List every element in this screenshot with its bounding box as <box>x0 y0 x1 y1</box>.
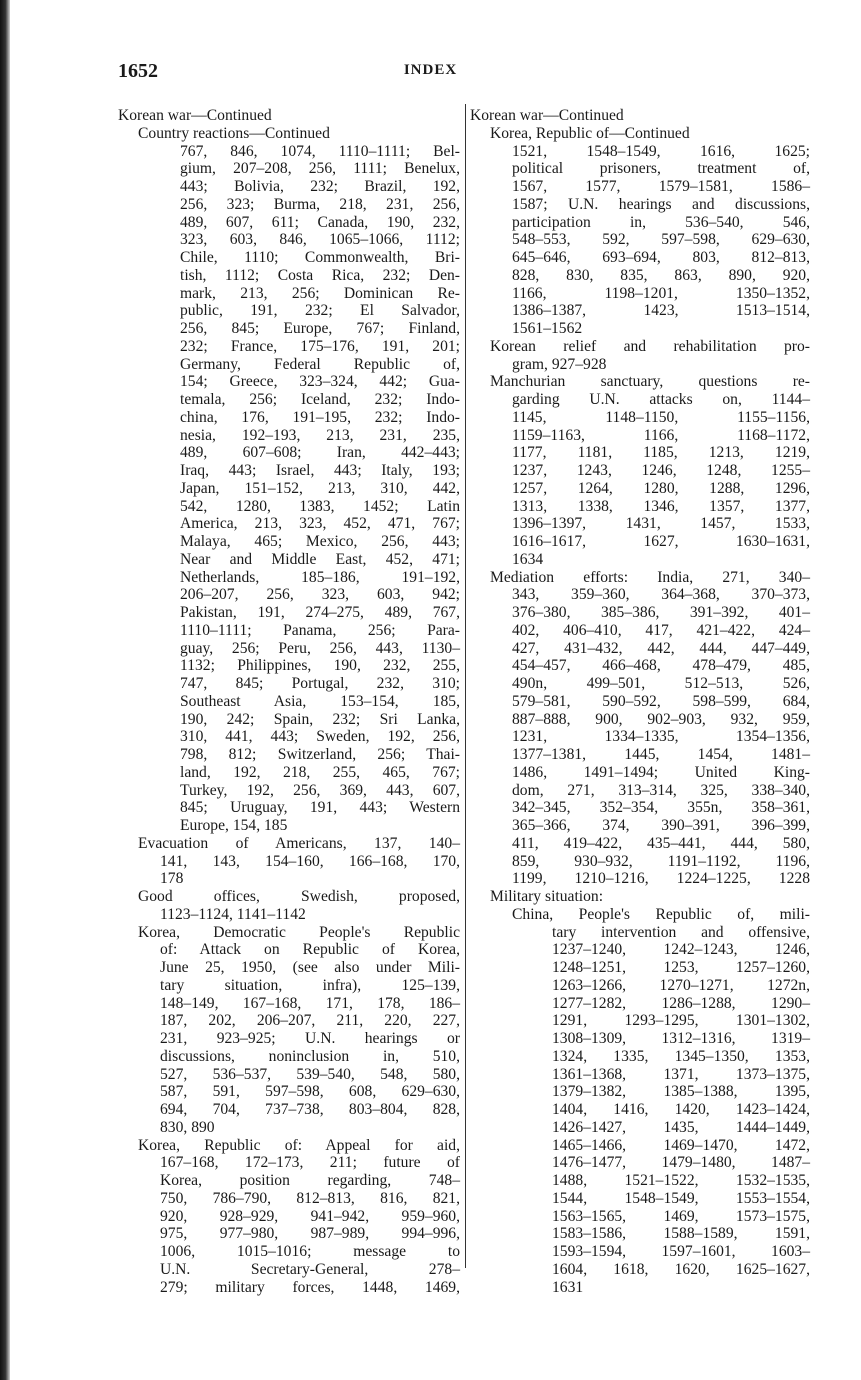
index-line: 1308–1309, 1312–1316, 1319– <box>552 1030 810 1047</box>
index-line: 1237–1240, 1242–1243, 1246, <box>552 941 810 959</box>
index-line: Turkey, 192, 256, 369, 443, 607, <box>180 781 460 799</box>
index-line: 1313, 1338, 1346, 1357, 1377, <box>512 497 810 515</box>
index-line: tish, 1112; Costa Rica, 232; Den- <box>180 266 460 284</box>
index-line: 548–553, 592, 597–598, 629–630, <box>512 231 810 249</box>
index-line: 1110–1111; Panama, 256; Para- <box>180 621 460 639</box>
index-line: 579–581, 590–592, 598–599, 684, <box>512 692 810 710</box>
index-line: 427, 431–432, 442, 444, 447–449, <box>512 639 810 657</box>
index-line: 148–149, 167–168, 171, 178, 186– <box>160 994 460 1012</box>
index-line: public, 191, 232; El Salvador, <box>180 302 460 320</box>
index-line: 1544, 1548–1549, 1553–1554, <box>552 1189 810 1207</box>
index-line: Near and Middle East, 452, 471; <box>180 550 460 568</box>
index-line: 490n, 499–501, 512–513, 526, <box>512 675 810 692</box>
index-column-right <box>470 107 810 1296</box>
index-line: Pakistan, 191, 274–275, 489, 767, <box>180 604 460 621</box>
index-line: 443; Bolivia, 232; Brazil, 192, <box>180 178 460 195</box>
index-line: Korean war—Continued <box>470 107 624 124</box>
index-line: Southeast Asia, 153–154, 185, <box>180 692 460 710</box>
index-line: 1604, 1618, 1620, 1625–1627, <box>552 1260 810 1278</box>
index-line: 1006, 1015–1016; message to <box>160 1243 460 1260</box>
index-line: 1361–1368, 1371, 1373–1375, <box>552 1065 810 1083</box>
index-line: guay, 256; Peru, 256, 443, 1130– <box>180 639 460 657</box>
index-line: china, 176, 191–195, 232; Indo- <box>180 408 460 426</box>
index-line: 154; Greece, 323–324, 442; Gua- <box>180 373 460 391</box>
index-line: 1324, 1335, 1345–1350, 1353, <box>552 1047 810 1065</box>
index-line: 141, 143, 154–160, 166–168, 170, <box>160 852 460 870</box>
page-number: 1652 <box>118 60 158 82</box>
index-line: China, People's Republic of, mili- <box>512 905 810 923</box>
index-line: 1486, 1491–1494; United King- <box>512 763 810 781</box>
index-line: 1291, 1293–1295, 1301–1302, <box>552 1012 810 1030</box>
index-line: tary situation, infra), 125–139, <box>160 976 460 994</box>
index-line: 279; military forces, 1448, 1469, <box>160 1278 460 1296</box>
index-line: 190, 242; Spain, 232; Sri Lanka, <box>180 710 460 728</box>
index-line: participation in, 536–540, 546, <box>512 213 810 231</box>
index-line: 1396–1397, 1431, 1457, 1533, <box>512 515 810 533</box>
index-line: 798, 812; Switzerland, 256; Thai- <box>180 746 460 763</box>
index-line: 231, 923–925; U.N. hearings or <box>160 1030 460 1047</box>
index-line: Malaya, 465; Mexico, 256, 443; <box>180 533 460 550</box>
index-line: Korea, Republic of: Appeal for aid, <box>138 1136 460 1154</box>
index-line: Military situation: <box>490 888 604 905</box>
index-line: gium, 207–208, 256, 1111; Benelux, <box>180 160 460 178</box>
index-line: America, 213, 323, 452, 471, 767; <box>180 515 460 533</box>
index-line: 1404, 1416, 1420, 1423–1424, <box>552 1101 810 1118</box>
index-line: 1123–1124, 1141–1142 <box>160 905 306 923</box>
index-line: 828, 830, 835, 863, 890, 920, <box>512 266 810 284</box>
index-line: 206–207, 256, 323, 603, 942; <box>180 586 460 604</box>
index-line: Japan, 151–152, 213, 310, 442, <box>180 479 460 497</box>
index-line: 167–168, 172–173, 211; future of <box>160 1154 460 1172</box>
index-line: mark, 213, 256; Dominican Re- <box>180 284 460 302</box>
index-line: 323, 603, 846, 1065–1066, 1112; <box>180 231 460 249</box>
index-line: 859, 930–932, 1191–1192, 1196, <box>512 852 810 870</box>
index-line: 920, 928–929, 941–942, 959–960, <box>160 1207 460 1225</box>
index-line: 587, 591, 597–598, 608, 629–630, <box>160 1083 460 1101</box>
index-line: 1248–1251, 1253, 1257–1260, <box>552 959 810 976</box>
index-line: 645–646, 693–694, 803, 812–813, <box>512 249 810 266</box>
index-line: 1583–1586, 1588–1589, 1591, <box>552 1225 810 1243</box>
index-line: 256, 323; Burma, 218, 231, 256, <box>180 195 460 213</box>
index-line: 830, 890 <box>160 1118 215 1136</box>
index-line: Chile, 1110; Commonwealth, Bri- <box>180 249 460 266</box>
index-line: 1465–1466, 1469–1470, 1472, <box>552 1136 810 1154</box>
index-line: 1199, 1210–1216, 1224–1225, 1228 <box>512 870 810 888</box>
index-line: 342–345, 352–354, 355n, 358–361, <box>512 799 810 817</box>
index-line: 411, 419–422, 435–441, 444, 580, <box>512 834 810 852</box>
index-line: 747, 845; Portugal, 232, 310; <box>180 675 460 692</box>
index-line: 489, 607, 611; Canada, 190, 232, <box>180 213 460 231</box>
index-line: land, 192, 218, 255, 465, 767; <box>180 763 460 781</box>
index-line: Evacuation of Americans, 137, 140– <box>138 834 460 852</box>
column-divider <box>465 104 466 1268</box>
index-line: 1379–1382, 1385–1388, 1395, <box>552 1083 810 1101</box>
index-line: Netherlands, 185–186, 191–192, <box>180 568 460 586</box>
index-line: 365–366, 374, 390–391, 396–399, <box>512 817 810 834</box>
index-line: 187, 202, 206–207, 211, 220, 227, <box>160 1012 460 1030</box>
index-line: 1159–1163, 1166, 1168–1172, <box>512 426 810 444</box>
index-line: 1277–1282, 1286–1288, 1290– <box>552 994 810 1012</box>
index-line: dom, 271, 313–314, 325, 338–340, <box>512 781 810 799</box>
index-line: 1231, 1334–1335, 1354–1356, <box>512 728 810 746</box>
index-line: 1426–1427, 1435, 1444–1449, <box>552 1118 810 1136</box>
index-line: Country reactions—Continued <box>138 124 330 142</box>
index-line: 178 <box>160 870 184 888</box>
index-line: 1177, 1181, 1185, 1213, 1219, <box>512 444 810 462</box>
index-line: 542, 1280, 1383, 1452; Latin <box>180 497 460 515</box>
index-line: 1257, 1264, 1280, 1288, 1296, <box>512 479 810 497</box>
index-line: 1561–1562 <box>512 320 583 337</box>
index-line: 750, 786–790, 812–813, 816, 821, <box>160 1189 460 1207</box>
index-line: 887–888, 900, 902–903, 932, 959, <box>512 710 810 728</box>
index-line: 1263–1266, 1270–1271, 1272n, <box>552 976 810 994</box>
index-line: 1132; Philippines, 190, 232, 255, <box>180 657 460 675</box>
index-line: Korea, Republic of—Continued <box>490 124 690 142</box>
index-line: Good offices, Swedish, proposed, <box>138 888 460 905</box>
index-line: 694, 704, 737–738, 803–804, 828, <box>160 1101 460 1118</box>
running-head: INDEX <box>403 62 458 78</box>
index-line: 1488, 1521–1522, 1532–1535, <box>552 1172 810 1189</box>
index-line: 256, 845; Europe, 767; Finland, <box>180 320 460 337</box>
index-line: 402, 406–410, 417, 421–422, 424– <box>512 621 810 639</box>
index-line: Korean war—Continued <box>118 107 272 124</box>
index-line: 975, 977–980, 987–989, 994–996, <box>160 1225 460 1243</box>
index-line: garding U.N. attacks on, 1144– <box>512 391 810 408</box>
index-line: 1631 <box>552 1278 584 1296</box>
index-line: 1166, 1198–1201, 1350–1352, <box>512 284 810 302</box>
index-line: Germany, Federal Republic of, <box>180 355 460 373</box>
page-edge-shadow <box>0 0 10 1380</box>
index-line: 1587; U.N. hearings and discussions, <box>512 195 810 213</box>
index-line: 1377–1381, 1445, 1454, 1481– <box>512 746 810 763</box>
index-line: June 25, 1950, (see also under Mili- <box>160 959 460 976</box>
index-column-left <box>118 107 460 1296</box>
index-line: 1476–1477, 1479–1480, 1487– <box>552 1154 810 1172</box>
index-line: nesia, 192–193, 213, 231, 235, <box>180 426 460 444</box>
index-line: Mediation efforts: India, 271, 340– <box>490 568 810 586</box>
index-line: Manchurian sanctuary, questions re- <box>490 373 810 391</box>
index-line: tary intervention and offensive, <box>552 923 810 941</box>
index-line: Iraq, 443; Israel, 443; Italy, 193; <box>180 462 460 479</box>
index-line: 1386–1387, 1423, 1513–1514, <box>512 302 810 320</box>
index-line: 1634 <box>512 550 544 568</box>
index-line: U.N. Secretary-General, 278– <box>160 1260 460 1278</box>
index-line: 1237, 1243, 1246, 1248, 1255– <box>512 462 810 479</box>
index-line: Korea, position regarding, 748– <box>160 1172 460 1189</box>
index-line: 454–457, 466–468, 478–479, 485, <box>512 657 810 675</box>
index-line: temala, 256; Iceland, 232; Indo- <box>180 391 460 408</box>
index-line: discussions, noninclusion in, 510, <box>160 1047 460 1065</box>
index-line: 1563–1565, 1469, 1573–1575, <box>552 1207 810 1225</box>
index-line: Korean relief and rehabilitation pro- <box>490 337 810 355</box>
index-line: 1145, 1148–1150, 1155–1156, <box>512 408 810 426</box>
index-line: 1616–1617, 1627, 1630–1631, <box>512 533 810 550</box>
index-line: 489, 607–608; Iran, 442–443; <box>180 444 460 462</box>
index-line: 767, 846, 1074, 1110–1111; Bel- <box>180 142 460 160</box>
index-line: 845; Uruguay, 191, 443; Western <box>180 799 460 817</box>
index-line: of: Attack on Republic of Korea, <box>160 941 460 959</box>
index-line: 310, 441, 443; Sweden, 192, 256, <box>180 728 460 746</box>
index-line: Korea, Democratic People's Republic <box>138 923 460 941</box>
index-line: 1593–1594, 1597–1601, 1603– <box>552 1243 810 1260</box>
index-line: 343, 359–360, 364–368, 370–373, <box>512 586 810 604</box>
index-line: 1521, 1548–1549, 1616, 1625; <box>512 142 810 160</box>
index-line: 232; France, 175–176, 191, 201; <box>180 337 460 355</box>
index-line: Europe, 154, 185 <box>180 817 288 834</box>
index-line: 527, 536–537, 539–540, 548, 580, <box>160 1065 460 1083</box>
index-line: 1567, 1577, 1579–1581, 1586– <box>512 178 810 195</box>
index-line: political prisoners, treatment of, <box>512 160 810 178</box>
index-line: gram, 927–928 <box>512 355 607 373</box>
index-line: 376–380, 385–386, 391–392, 401– <box>512 604 810 621</box>
